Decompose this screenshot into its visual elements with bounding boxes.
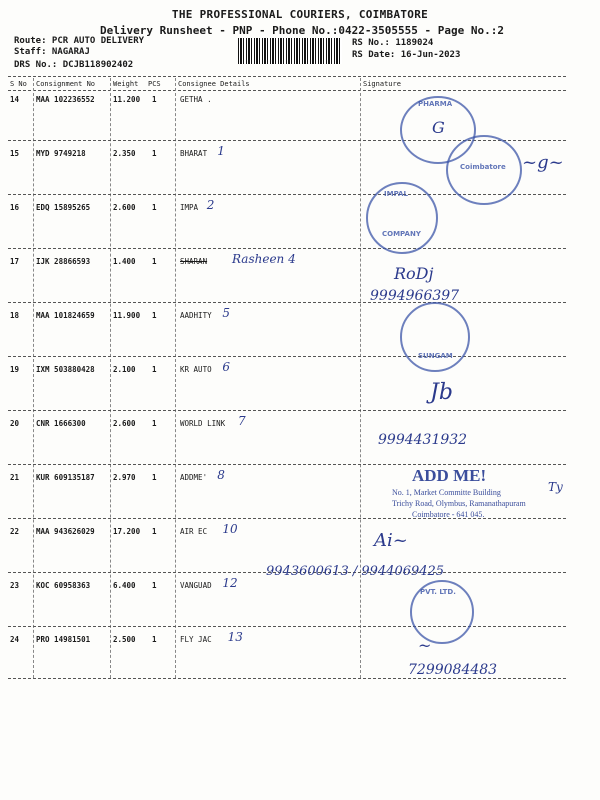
row-handwritten-mark: Rasheen 4 xyxy=(232,252,296,266)
row-sno: 16 xyxy=(10,203,20,212)
row-separator xyxy=(8,464,566,465)
signature-row-15: ~g~ xyxy=(522,152,564,173)
rs-date: RS Date: 16-Jun-2023 xyxy=(352,50,461,60)
row-weight: 11.200 xyxy=(113,95,141,104)
row-sno: 18 xyxy=(10,311,20,320)
handwritten-phone-2: 9994431932 xyxy=(378,432,468,448)
sungam-stamp xyxy=(400,302,470,372)
row-handwritten-mark: 12 xyxy=(222,576,238,590)
col-header-consignment: Consignment No xyxy=(36,80,96,88)
signature-row-24: ~ xyxy=(418,636,432,655)
row-sno: 17 xyxy=(10,257,20,266)
row-consignee: AADHITY xyxy=(180,311,212,320)
row-consignee: KR AUTO xyxy=(180,365,212,374)
col-header-signature: Signature xyxy=(363,80,401,88)
row-sno: 19 xyxy=(10,365,20,374)
row-consignee: BHARAT xyxy=(180,149,208,158)
row-pcs: 1 xyxy=(152,581,157,590)
row-pcs: 1 xyxy=(152,311,157,320)
row-consignment-no: MAA 101824659 xyxy=(36,311,95,320)
addme-stamp-line3: Coimbatore - 641 045. xyxy=(412,510,485,519)
addme-stamp-line2: Trichy Road, Olymbus, Ramanathapuram xyxy=(392,499,526,508)
col-header-consignee: Consignee Details xyxy=(178,80,250,88)
col-header-weight: Weight xyxy=(113,80,139,88)
company-title: THE PROFESSIONAL COURIERS, COIMBATORE xyxy=(171,8,429,21)
row-pcs: 1 xyxy=(152,149,157,158)
column-divider xyxy=(360,78,361,678)
row-handwritten-mark: 5 xyxy=(222,306,231,320)
row-handwritten-mark: 8 xyxy=(217,468,225,482)
row-separator xyxy=(8,626,566,627)
row-consignee: GETHA . xyxy=(180,95,212,104)
row-separator xyxy=(8,410,566,411)
row-consignee: WORLD LINK xyxy=(180,419,226,428)
row-separator xyxy=(8,356,566,357)
addme-stamp-title: ADD ME! xyxy=(412,466,487,485)
column-divider xyxy=(110,78,111,678)
row-pcs: 1 xyxy=(152,635,157,644)
handwritten-phone-3: 9943600613 / 9944069425 xyxy=(266,564,445,579)
impal-stamp-company: COMPANY xyxy=(382,230,421,238)
row-weight: 1.400 xyxy=(113,257,136,266)
col-header-pcs: PCS xyxy=(148,80,161,88)
runsheet-title: Delivery Runsheet - PNP - Phone No.:0422-3505555 - Page No.:2 xyxy=(100,24,504,37)
column-divider xyxy=(175,78,176,678)
handwritten-phone-4: 7299084483 xyxy=(408,662,498,678)
row-pcs: 1 xyxy=(152,365,157,374)
row-pcs: 1 xyxy=(152,203,157,212)
signature-row-17: RoDj xyxy=(394,264,434,283)
row-weight: 2.600 xyxy=(113,419,136,428)
row-handwritten-mark: 2 xyxy=(206,198,215,212)
row-weight: 17.200 xyxy=(113,527,141,536)
row-weight: 2.500 xyxy=(113,635,136,644)
row-consignment-no: MAA 102236552 xyxy=(36,95,95,104)
row-consignee: FLY JAC xyxy=(180,635,212,644)
table-header-border xyxy=(8,90,566,91)
row-handwritten-mark: 6 xyxy=(222,360,231,374)
row-consignee: VANGUAD xyxy=(180,581,212,590)
row-consignee: AIR EC xyxy=(180,527,208,536)
row-handwritten-mark: 13 xyxy=(227,630,243,644)
impal-stamp-text: IMPAL xyxy=(384,190,408,198)
row-weight: 2.970 xyxy=(113,473,136,482)
row-weight: 6.400 xyxy=(113,581,136,590)
pharma-stamp-text: PHARMA xyxy=(418,100,453,108)
row-separator xyxy=(8,302,566,303)
row-consignment-no: IXM 503880428 xyxy=(36,365,95,374)
row-consignment-no: PRO 14981501 xyxy=(36,635,91,644)
row-sno: 15 xyxy=(10,149,20,158)
row-consignment-no: IJK 28866593 xyxy=(36,257,91,266)
row-sno: 22 xyxy=(10,527,20,536)
row-separator xyxy=(8,248,566,249)
row-sno: 24 xyxy=(10,635,20,644)
staff-label: Staff: NAGARAJ xyxy=(14,47,90,57)
sungam-stamp-text: SUNGAM xyxy=(418,352,453,360)
signature-row-19: Jb xyxy=(430,380,453,405)
row-consignment-no: KOC 60958363 xyxy=(36,581,91,590)
row-weight: 2.350 xyxy=(113,149,136,158)
row-handwritten-mark: 10 xyxy=(222,522,238,536)
row-sno: 23 xyxy=(10,581,20,590)
col-header-sno: S No xyxy=(10,80,27,88)
row-sno: 20 xyxy=(10,419,20,428)
row-consignee: ADDME' xyxy=(180,473,208,482)
row-handwritten-mark: 1 xyxy=(217,144,225,158)
row-consignment-no: MYD 9749218 xyxy=(36,149,86,158)
row-consignment-no: CNR 1666300 xyxy=(36,419,86,428)
row-weight: 2.600 xyxy=(113,203,136,212)
row-pcs: 1 xyxy=(152,95,157,104)
signature-row-14: G xyxy=(432,118,445,137)
row-sno: 14 xyxy=(10,95,20,104)
drs-number: DRS No.: DCJB118902402 xyxy=(14,60,134,70)
row-pcs: 1 xyxy=(152,419,157,428)
row-consignment-no: MAA 943626029 xyxy=(36,527,95,536)
bharat-stamp-city: Coimbatore xyxy=(460,163,506,171)
row-consignment-no: EDQ 15895265 xyxy=(36,203,91,212)
row-consignee: SHARAN xyxy=(180,257,208,266)
signature-row-22: Ai~ xyxy=(374,530,408,551)
signature-row-21: Ty xyxy=(548,480,563,494)
row-weight: 11.900 xyxy=(113,311,141,320)
row-weight: 2.100 xyxy=(113,365,136,374)
handwritten-phone-1: 9994966397 xyxy=(370,288,460,304)
column-divider xyxy=(33,78,34,678)
row-pcs: 1 xyxy=(152,257,157,266)
table-top-border xyxy=(8,76,566,77)
row-consignee: IMPA xyxy=(180,203,199,212)
barcode xyxy=(238,38,342,64)
row-handwritten-mark: 7 xyxy=(238,414,246,428)
addme-stamp-line1: No. 1, Market Committe Building xyxy=(392,488,501,497)
row-separator xyxy=(8,678,566,679)
route-label: Route: PCR AUTO DELIVERY xyxy=(14,36,145,46)
row-pcs: 1 xyxy=(152,527,157,536)
row-consignment-no: KUR 609135187 xyxy=(36,473,95,482)
row-pcs: 1 xyxy=(152,473,157,482)
rs-number: RS No.: 1189024 xyxy=(352,38,434,48)
row-sno: 21 xyxy=(10,473,20,482)
pvt-ltd-stamp-text: PVT. LTD. xyxy=(420,588,456,596)
